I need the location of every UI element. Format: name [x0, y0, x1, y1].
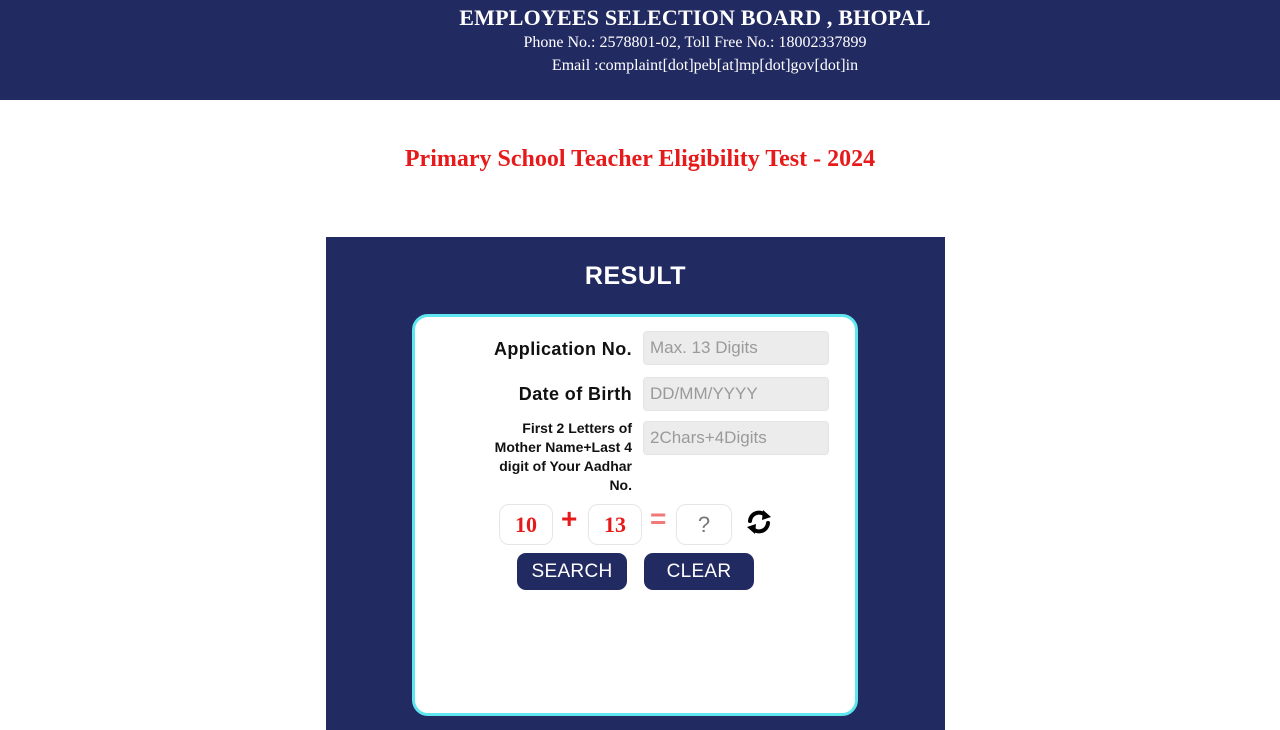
application-no-label: Application No. [494, 339, 632, 359]
captcha-equals: = [650, 503, 667, 534]
contact-info: Phone No.: 2578801-02, Toll Free No.: 18002337899 [523, 34, 867, 51]
result-form [412, 314, 858, 716]
captcha-operand-1: 10 [499, 504, 553, 545]
application-no-input[interactable] [643, 331, 829, 365]
mother-aadhar-label-line: No. [609, 477, 632, 493]
captcha-plus: + [561, 503, 578, 534]
dob-label: Date of Birth [518, 384, 632, 404]
result-panel [326, 237, 945, 730]
refresh-icon[interactable] [744, 507, 774, 537]
search-button[interactable]: SEARCH [517, 553, 627, 590]
mother-aadhar-label-line: digit of Your Aadhar [499, 458, 632, 474]
mother-aadhar-label [432, 419, 632, 495]
dob-input[interactable] [643, 377, 829, 411]
captcha-operand-2: 13 [588, 504, 642, 545]
page-title: Primary School Teacher Eligibility Test - 2024 [404, 146, 876, 172]
mother-aadhar-label-line: First 2 Letters of [522, 420, 632, 436]
mother-aadhar-input[interactable] [643, 421, 829, 455]
site-header [0, 0, 1280, 100]
result-heading: RESULT [584, 262, 687, 290]
organization-name: EMPLOYEES SELECTION BOARD , BHOPAL [459, 5, 931, 30]
captcha-answer-input[interactable] [676, 504, 732, 545]
email-info: Email :complaint[dot]peb[at]mp[dot]gov[dot]in [551, 57, 859, 74]
clear-button[interactable]: CLEAR [644, 553, 754, 590]
mother-aadhar-label-line: Mother Name+Last 4 [494, 439, 632, 455]
